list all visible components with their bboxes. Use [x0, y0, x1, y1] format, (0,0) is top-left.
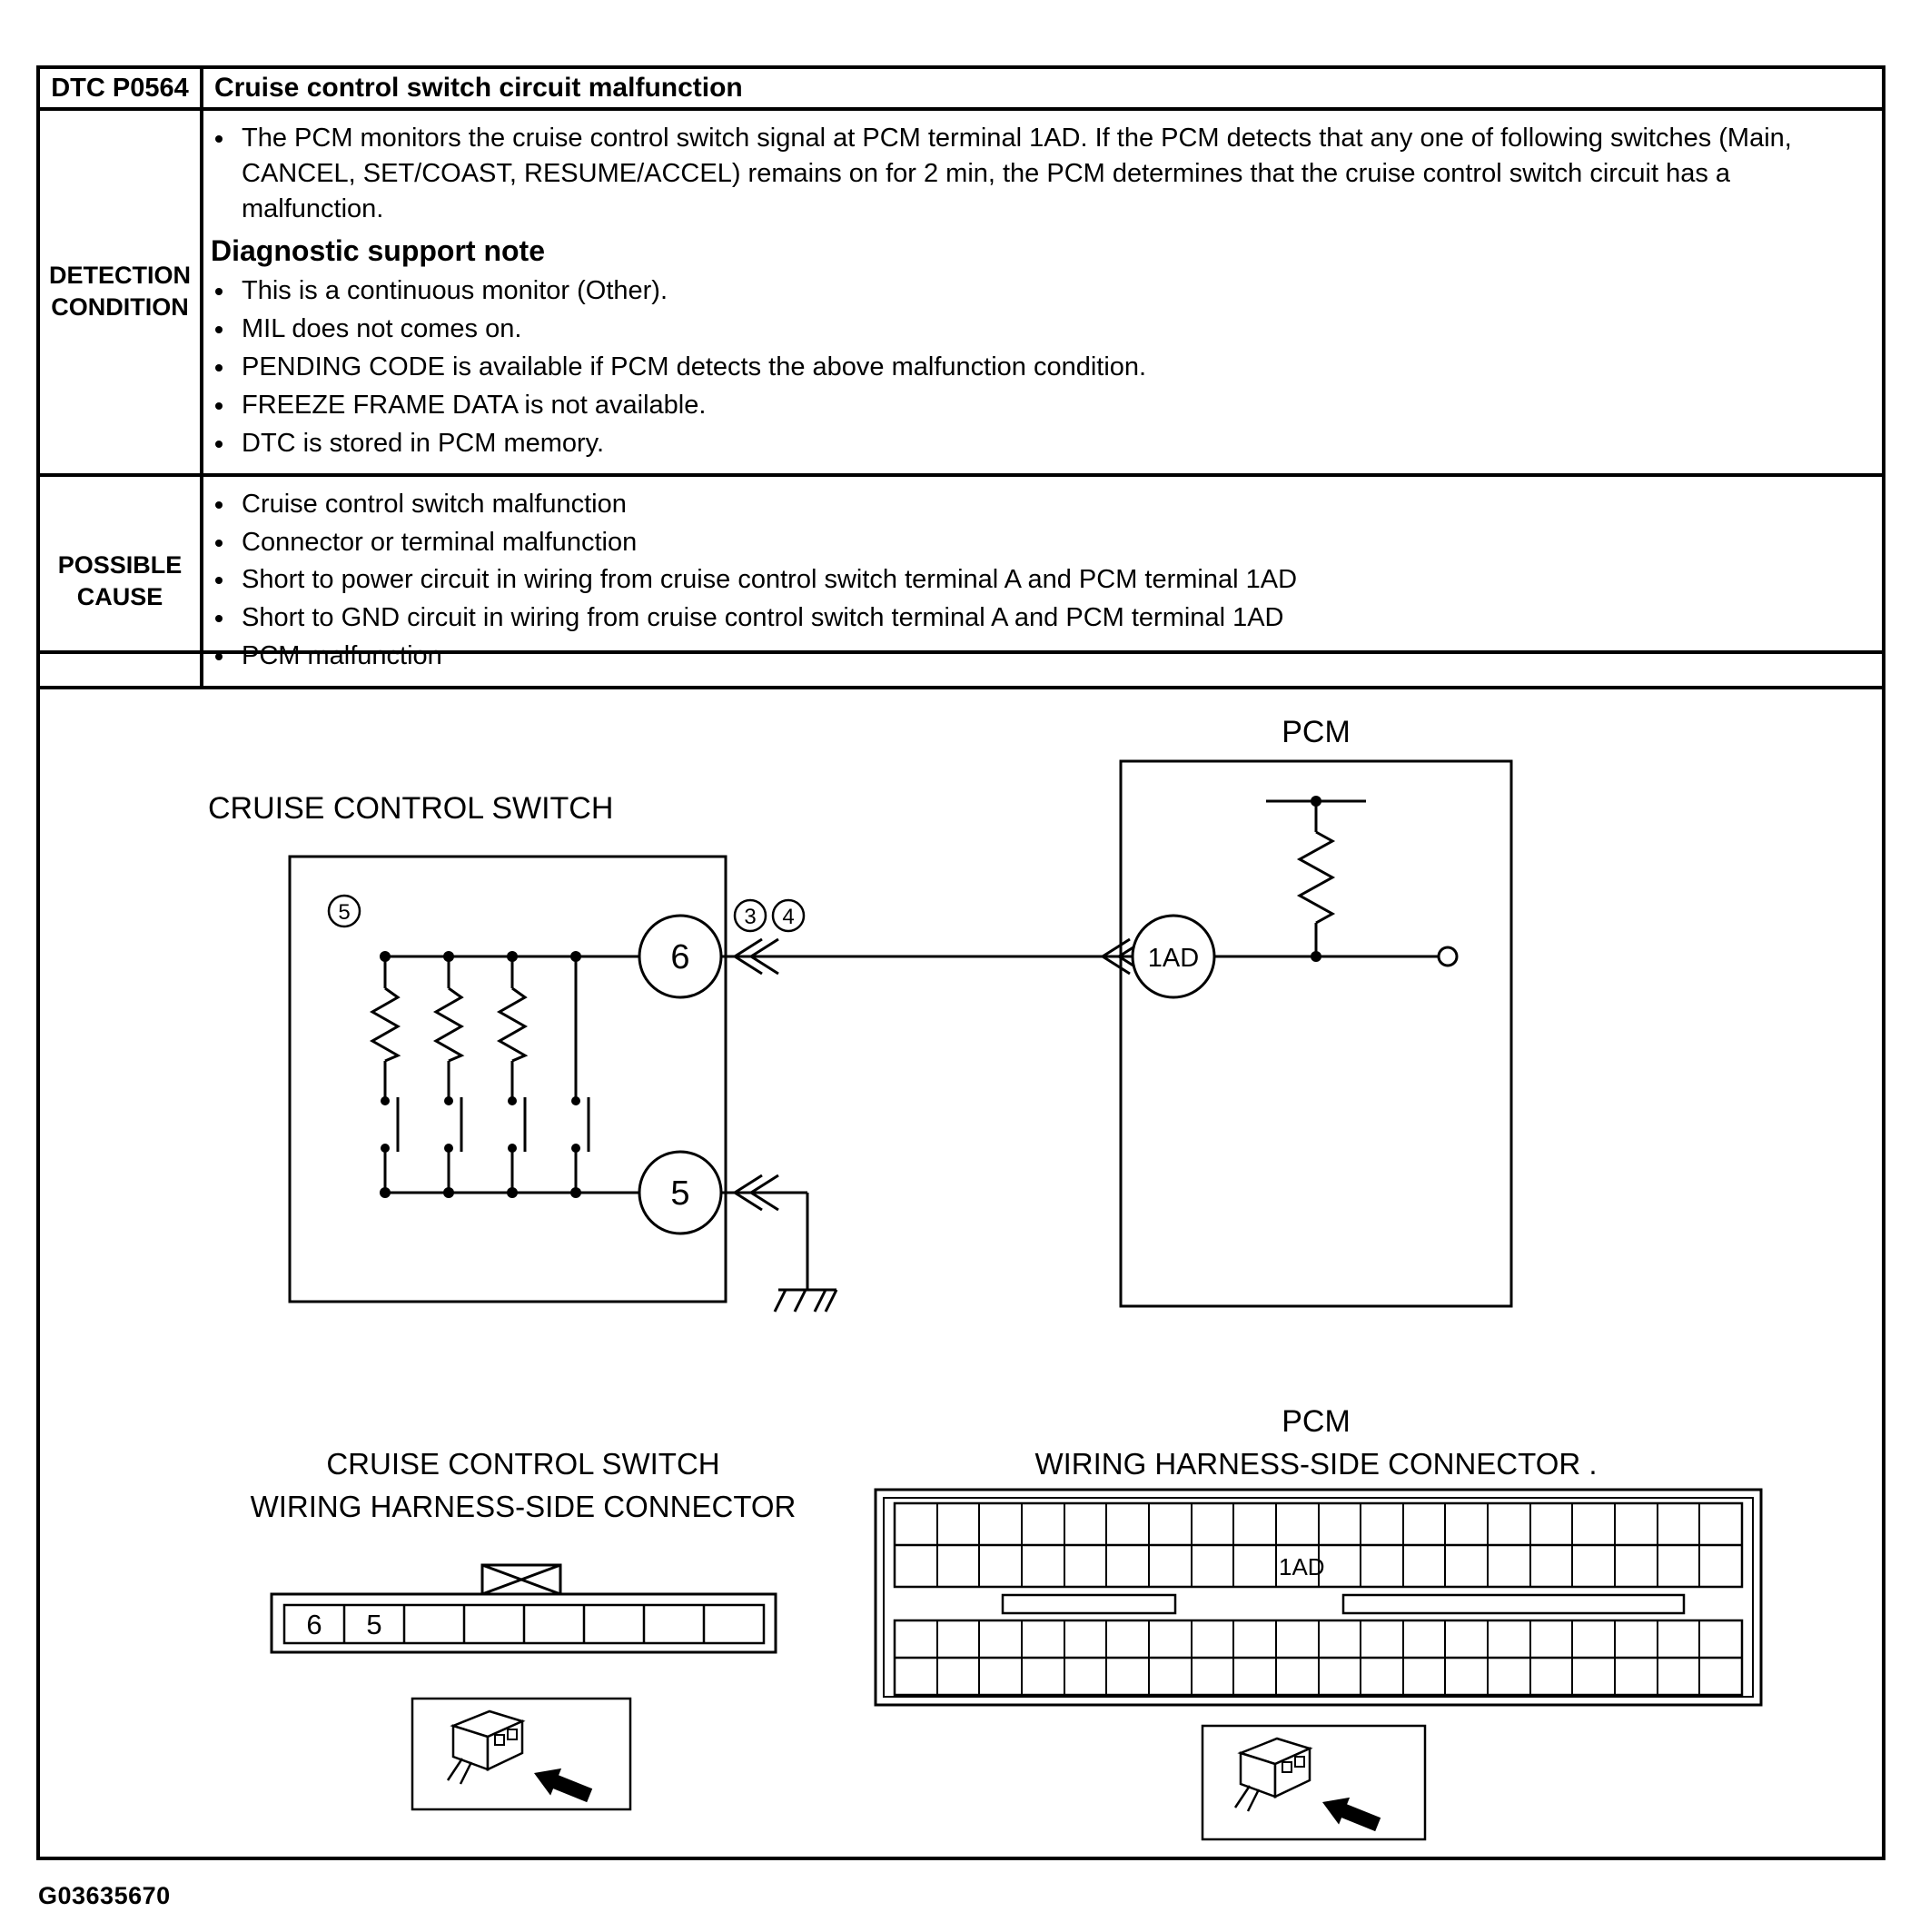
- detection-bullet: • DTC is stored in PCM memory.: [236, 426, 1869, 461]
- dtc-code: DTC P0564: [38, 67, 202, 109]
- cause-bullet: • PCM malfunction: [236, 639, 1869, 674]
- terminal-6-label: 6: [670, 938, 690, 976]
- detection-intro-list: [211, 121, 1869, 227]
- switch-branch: [576, 956, 589, 1193]
- detection-condition-body: [202, 109, 1884, 475]
- terminal-5-label: 5: [670, 1174, 690, 1213]
- left-connector-pin-6: 6: [306, 1609, 322, 1640]
- left-connector-pin-5: 5: [366, 1609, 382, 1640]
- ground-symbol: [721, 1193, 836, 1312]
- wiring-diagram-frame: [36, 650, 1885, 1860]
- diagnostic-support-note-heading: Diagnostic support note: [211, 233, 545, 267]
- detection-intro-bullet: • The PCM monitors the cruise control switch signal at PCM terminal 1AD. If the PCM detects that any one of following switches (Main, CANCEL, SET/COAST, RESUME/ACCEL) remains on for 2 min, the PCM determines that the cruise control switch circuit has a malfunction.: [236, 121, 1869, 227]
- right-connector-title-line1: PCM: [1282, 1404, 1351, 1439]
- terminal-1ad-label: 1AD: [1147, 944, 1200, 973]
- dtc-title: Cruise control switch circuit malfunction: [202, 67, 1884, 109]
- arrow-icon: [1317, 1788, 1383, 1838]
- detection-header-line2: CONDITION: [51, 293, 189, 322]
- cause-bullet: • Connector or terminal malfunction: [236, 525, 1869, 560]
- pullup-resistor: [1266, 801, 1366, 956]
- cause-bullet: • Cruise control switch malfunction: [236, 487, 1869, 522]
- left-connector-view-icon: [412, 1699, 630, 1809]
- pcm-connector-pin-1ad: 1AD: [1279, 1553, 1325, 1580]
- arrow-icon: [529, 1759, 595, 1808]
- cause-header-line1: POSSIBLE: [57, 550, 183, 579]
- wiring-diagram: [40, 654, 1882, 1857]
- cause-bullet: • Short to GND circuit in wiring from cruise control switch terminal A and PCM terminal 1AD: [236, 600, 1869, 636]
- pcm-connector-diagram: [876, 1490, 1761, 1705]
- callout-4-label: 4: [782, 905, 795, 929]
- open-terminal: [1439, 947, 1457, 966]
- dtc-title-row: [38, 67, 1884, 109]
- cause-bullet: • Short to power circuit in wiring from cruise control switch terminal A and PCM terminal 1AD: [236, 562, 1869, 598]
- left-connector-title-line2: WIRING HARNESS-SIDE CONNECTOR: [250, 1490, 797, 1523]
- cruise-switch-label: CRUISE CONTROL SWITCH: [208, 791, 614, 826]
- cause-bullet-list: [211, 487, 1869, 674]
- figure-code: G03635670: [38, 1882, 171, 1909]
- right-connector-view-icon: [1202, 1726, 1425, 1839]
- detection-bullet: • This is a continuous monitor (Other).: [236, 273, 1869, 309]
- detection-bullet: • FREEZE FRAME DATA is not available.: [236, 388, 1869, 423]
- connector-icon: [448, 1711, 522, 1784]
- detection-condition-row: [38, 109, 1884, 475]
- detection-bullet: • MIL does not comes on.: [236, 312, 1869, 347]
- switch-branch: [500, 956, 525, 1193]
- detection-condition-header: [38, 109, 202, 475]
- detection-bullet: • PENDING CODE is available if PCM detects the above malfunction condition.: [236, 350, 1869, 385]
- pcm-box: [1121, 761, 1511, 1306]
- detection-header-line1: DETECTION: [48, 262, 191, 290]
- right-connector-title-line2: WIRING HARNESS-SIDE CONNECTOR .: [1034, 1447, 1598, 1481]
- callout-5-label: 5: [338, 900, 351, 925]
- switch-branch: [372, 956, 398, 1193]
- cause-header-line2: CAUSE: [76, 582, 163, 610]
- detection-bullet-list: [211, 273, 1869, 461]
- dtc-table: [36, 65, 1885, 689]
- connector-icon: [1235, 1739, 1310, 1811]
- cruise-connector-diagram: [272, 1565, 776, 1652]
- left-connector-title-line1: CRUISE CONTROL SWITCH: [326, 1447, 720, 1481]
- switch-branch: [436, 956, 461, 1193]
- pcm-box-label: PCM: [1282, 715, 1351, 749]
- callout-3-label: 3: [744, 905, 757, 929]
